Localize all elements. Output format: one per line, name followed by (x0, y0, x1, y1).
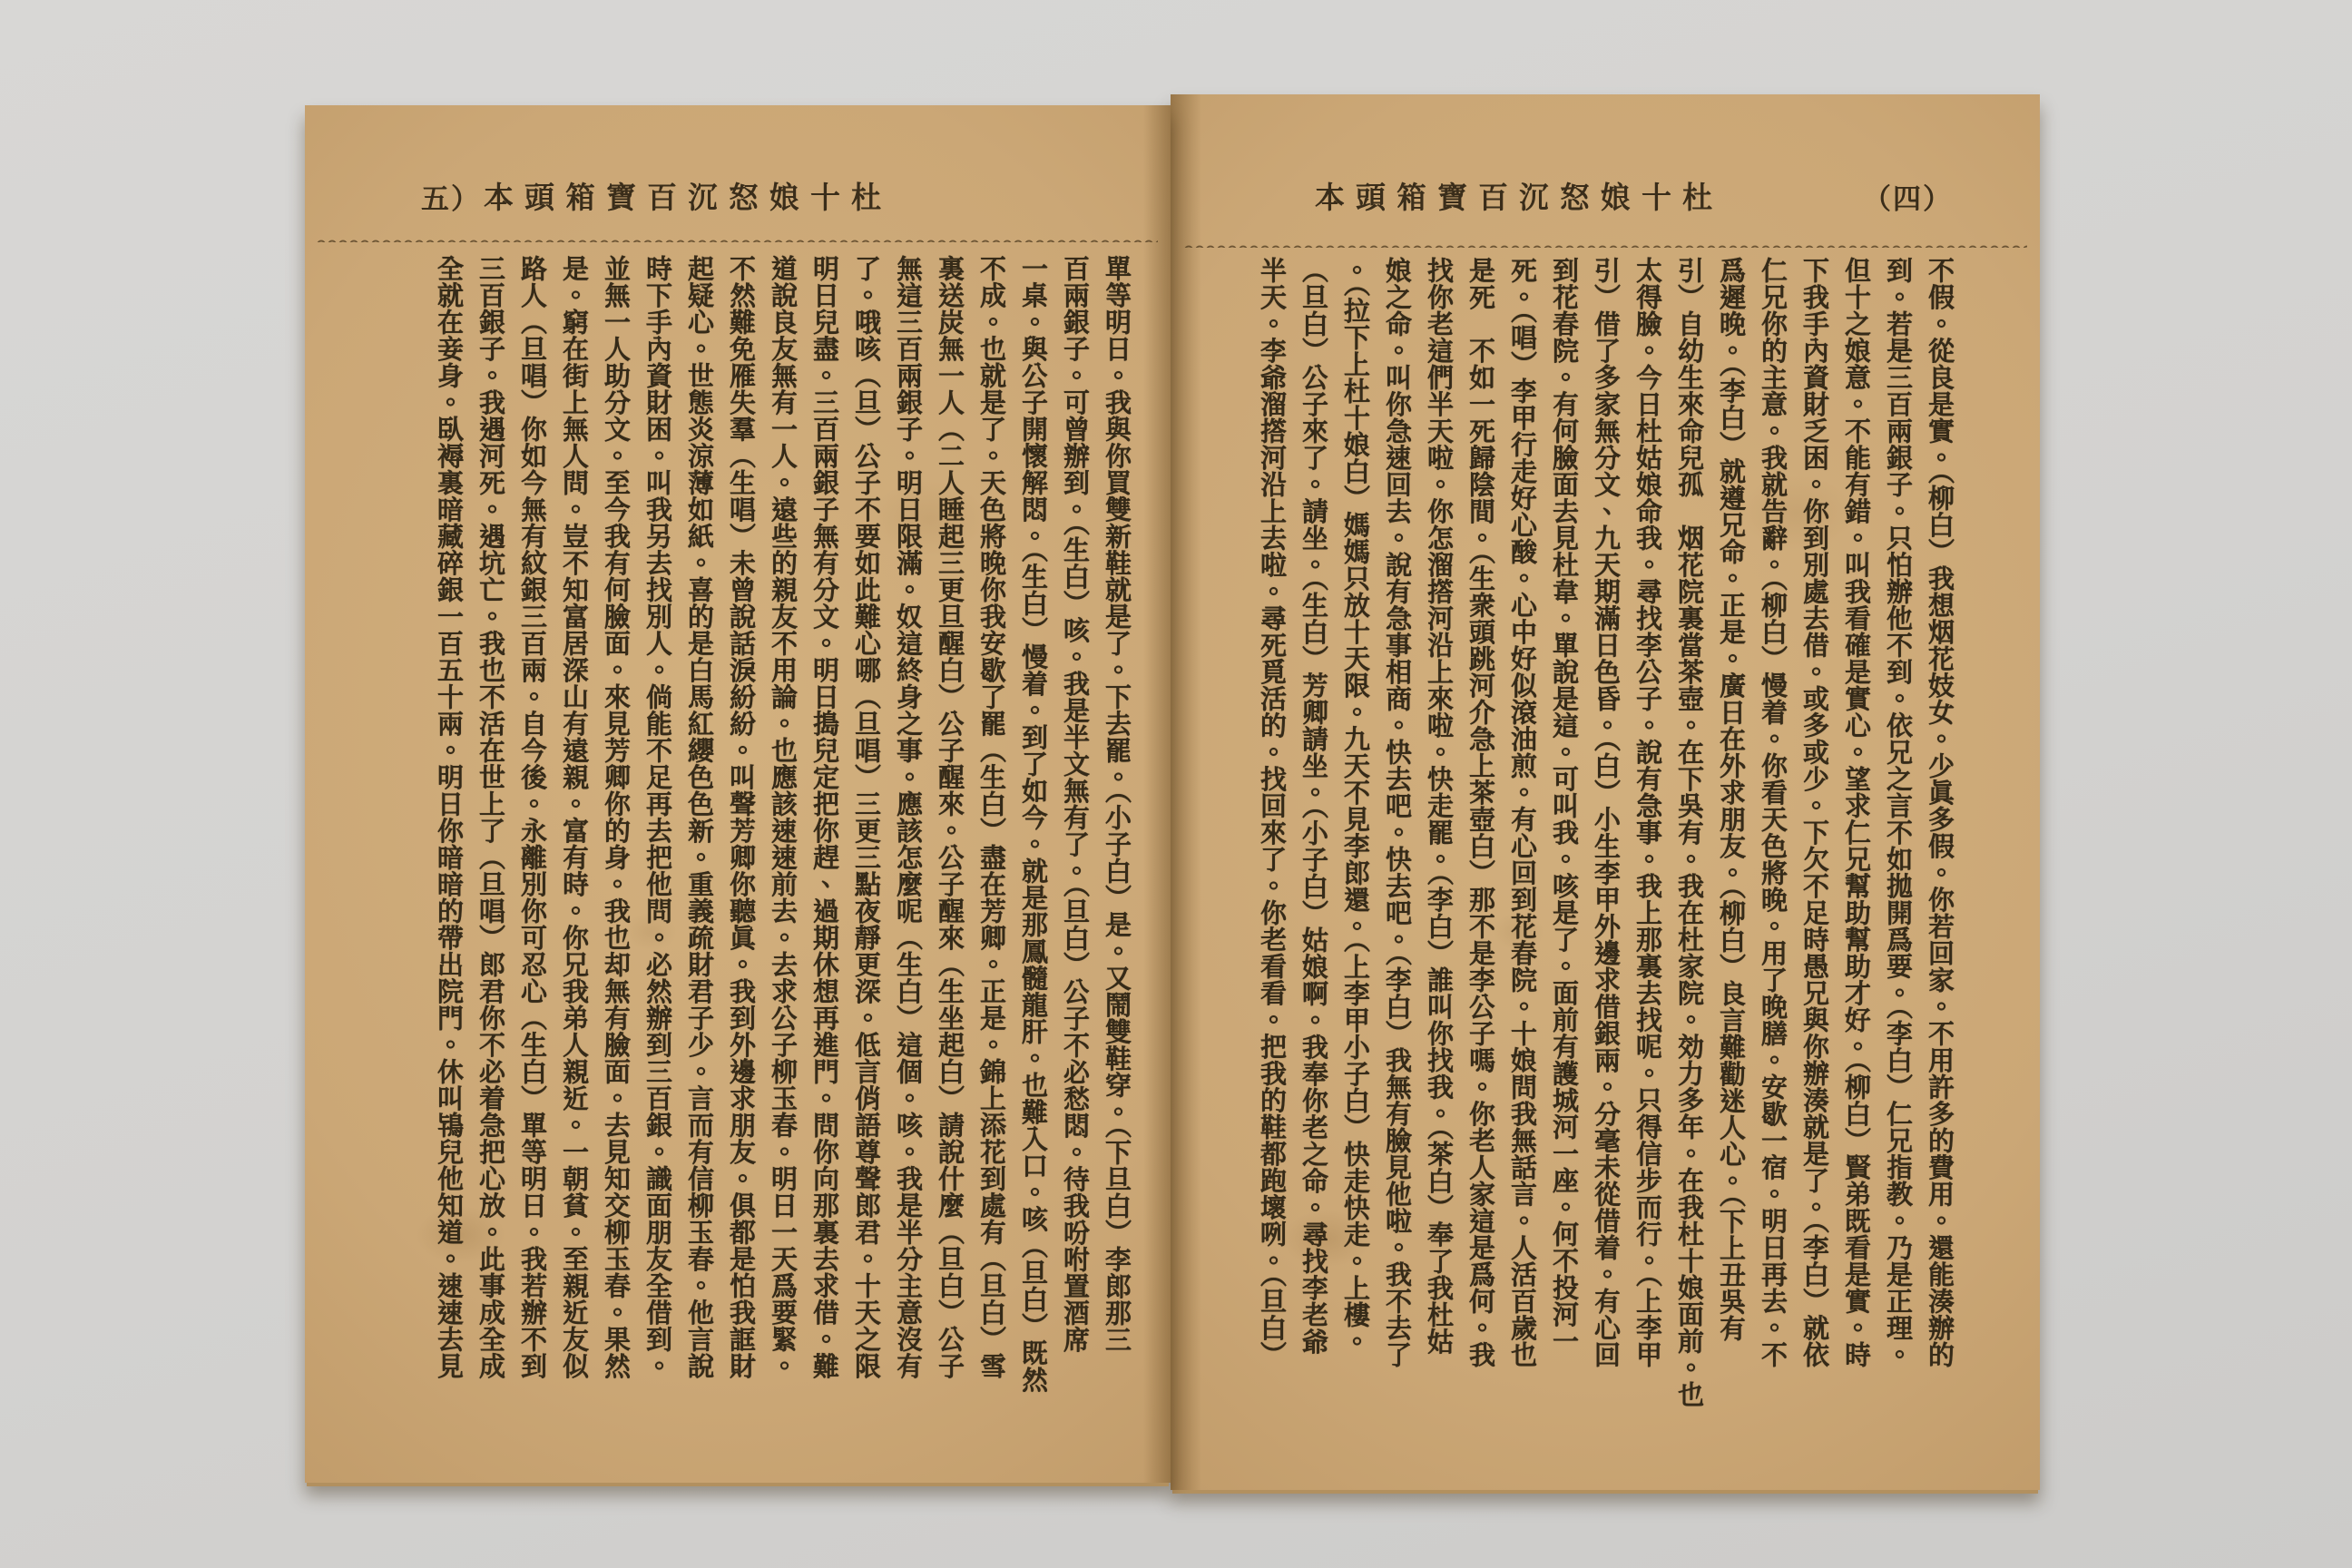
text-column: 是死 不如一死歸陰間。（生衆頭跳河介急上茶壺白）那不是李公子嗎。你老人家這是爲何。我 (1465, 257, 1494, 1368)
page-four-text (1250, 257, 1960, 1420)
text-column: 到花春院。有何臉面去見杜韋。單說是這。可叫我。咳是了。面前有護城河一座。何不投河一 (1549, 257, 1578, 1355)
text-column: 單等明日。我與你買雙新鞋就是了。下去罷。（小子白）是。又鬧雙鞋穿。（下旦白）李郎那三 (1102, 255, 1131, 1353)
text-column: 路人（旦唱）你如今無有紋銀三百兩。自今後。永離別你可忍心（生白）單等明日。我若辦不到 (517, 255, 546, 1379)
text-column: 引）借了多家無分文、九天期滿日色昏。（白）小生李甲外邊求借銀兩。分毫未從借着。有心回 (1591, 257, 1620, 1368)
text-column: （旦白）公子來了。請坐。（生白）芳卿請坐。（小子白）姑娘啊。我奉你老之命。尋找李老爺 (1298, 257, 1328, 1355)
page-four-header (1171, 174, 2040, 229)
text-column: 不假。從良是實。（柳白）我想烟花妓女。少眞多假。你若回家。不用許多的費用。還能湊辦的 (1925, 257, 1954, 1368)
text-column: 不成。也就是了。天色將晚你我安歇了罷（生白）盡在芳卿。正是。錦上添花到處有（旦白）雪 (976, 255, 1005, 1379)
text-column: 引）自幼生來命兒孤 烟花院裏當茶壺。在下吳有。我在杜家院。効力多年。在我杜十娘面前。也 (1674, 257, 1703, 1408)
text-column: 娘之命。叫你急速回去。說有急事相商。快去吧。快去吧。（李白）我無有臉見他啦。我不去了 (1382, 257, 1411, 1368)
page-five-header (305, 174, 1171, 229)
text-column: 三百銀子。我遇河死。遇坑亡。我也不活在世上了（旦唱）郎君你不必着急把心放。此事成全成 (475, 255, 505, 1379)
text-column: 起疑心。世態炎涼薄如紙。喜的是白馬紅纓色色新。重義疏財君子少。言而有信柳玉春。他言說 (684, 255, 713, 1379)
text-column: 仁兄你的主意。我就告辭。（柳白）慢着。你看天色將晚。用了晚膳。安歇一宿。明日再去。不 (1758, 257, 1787, 1368)
text-column: 是。窮在街上無人問。豈不知富居深山有遠親。富有時。你兄我弟人親近。一朝貧。至親近友似 (559, 255, 588, 1379)
text-column: 不然難免雁失羣（生唱）未曾說話淚紛紛。叫聲芳卿你聽眞。我到外邊求朋友。俱都是怕我誆財 (726, 255, 755, 1379)
page-four (1171, 94, 2040, 1490)
text-column: 一桌。與公子開懷解悶。（生白）慢着。到了如今。就是那鳳髓龍肝。也難入口。咳（旦白）既然 (1018, 255, 1047, 1393)
text-column: 太得臉。今日杜姑娘命我。尋找李公子。說有急事。我上那裏去找呢。只得信步而行。（上李甲 (1632, 257, 1661, 1368)
text-column: 找你老這們半天啦。你怎溜撘河沿上來啦。快走罷。（李白）誰叫你找我。（茶白）奉了我杜姑 (1424, 257, 1453, 1355)
text-column: 明日兒盡。三百兩銀子無有分文。明日搗兒定把你趕、過期休想再進門。問你向那裏去求借。難 (809, 255, 838, 1379)
page-five-text (427, 255, 1137, 1420)
header-divider (1183, 241, 2027, 248)
text-column: 半天。李爺溜撘河沿上去啦。尋死覓活的。找回來了。你老看看。把我的鞋都跑壞咧。（旦白） (1257, 257, 1286, 1368)
page-number: 五） (421, 183, 481, 215)
book-title: 本頭箱寶百沉怒娘十杜 (1315, 182, 1723, 215)
book-title: 本頭箱寶百沉怒娘十杜 (484, 182, 892, 215)
text-column: 道說良友無有一人。遠些的親友不用論。也應該速速前去。去求公子柳玉春。明日一天爲要緊。 (768, 255, 797, 1379)
page-five (305, 105, 1171, 1483)
text-column: 死。（唱）李甲行走好心酸。心中好似滾油煎。有心回到花春院。十娘問我無話言。人活百歲也 (1507, 257, 1536, 1368)
text-column: 下我手內資財乏困。你到別處去借。或多或少。下欠不足時愚兄與你辦湊就是了。（李白）就依 (1799, 257, 1828, 1368)
text-column: 時下手內資財困。叫我另去找別人。倘能不足再去把他問。必然辦到三百銀。識面朋友全借到。 (642, 255, 671, 1379)
text-column: 。（拉下上杜十娘白）媽媽只放十天限。九天不見李郎還。（上李甲小子白）快走快走。上樓。 (1340, 257, 1369, 1355)
text-column: 百兩銀子。可曾辦到。（生白）咳。我是半文無有了。（旦白）公子不必愁悶。待我吩咐置酒席 (1060, 255, 1089, 1353)
text-column: 到。若是三百兩銀子。只怕辦他不到。依兄之言不如拋開爲要。（李白）仁兄指教。乃是正理。 (1883, 257, 1912, 1368)
text-column: 但十之娘意。不能有錯。叫我看確是實心。望求仁兄幫助幫助才好。（柳白）賢弟既看是實。時 (1841, 257, 1870, 1368)
text-column: 無這三百兩銀子。明日限滿。奴這終身之事。應該怎麼呢（生白）這個。咳。我是半分主意沒有 (893, 255, 922, 1379)
text-column: 全就在妾身。臥褥裏暗藏碎銀一百五十兩。明日你暗暗的帶出院門。休叫鴇兒他知道。速速去見 (434, 255, 463, 1379)
header-divider (316, 236, 1158, 242)
text-column: 並無一人助分文。至今我有何臉面。來見芳卿你的身。我也却無有臉面。去見知交柳玉春。果然 (601, 255, 630, 1379)
text-column: 了。哦咳（旦）公子不要如此難心哪（旦唱）三更三點夜靜更深。低言俏語尊聲郎君。十天之限 (851, 255, 880, 1379)
page-number: （四） (1863, 183, 1953, 215)
text-column: 爲遲晚。（李白）就遵兄命。正是。廣日在外求朋友。（柳白）良言難勸迷人心。（下上丑吳有 (1716, 257, 1745, 1342)
text-column: 裏送炭無一人（二人睡起三更旦醒白）公子醒來。公子醒來（生坐起白）請說什麼（旦白）公子 (935, 255, 964, 1379)
